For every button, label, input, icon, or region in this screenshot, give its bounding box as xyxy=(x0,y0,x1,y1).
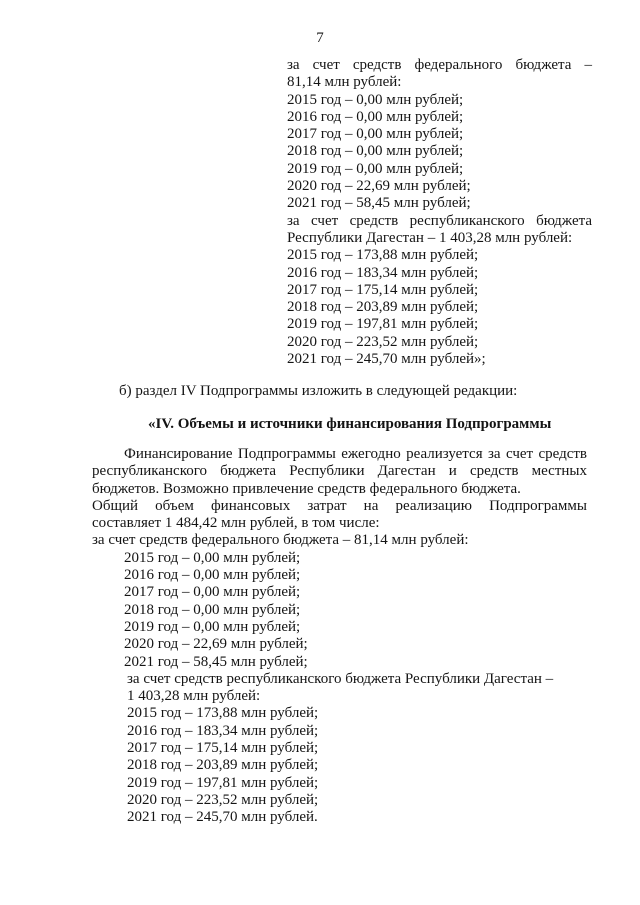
text-line: за счет средств федерального бюджета – xyxy=(287,57,592,73)
text-line: 2019 год – 197,81 млн рублей; xyxy=(287,316,479,333)
funding-summary-block xyxy=(287,57,592,368)
paragraph-line: Финансирование Подпрограммы ежегодно реализуется за счет средств xyxy=(124,446,587,462)
list-item: 2017 год – 175,14 млн рублей; xyxy=(127,740,319,757)
list-item: 2020 год – 22,69 млн рублей; xyxy=(124,636,308,653)
list-item: 2018 год – 203,89 млн рублей; xyxy=(127,757,319,774)
list-item: 2015 год – 173,88 млн рублей; xyxy=(127,705,319,722)
text-line: 81,14 млн рублей: xyxy=(287,74,402,91)
text-line: 2016 год – 0,00 млн рублей; xyxy=(287,108,464,125)
text-line: 2016 год – 183,34 млн рублей; xyxy=(287,264,479,281)
text-line: 2021 год – 245,70 млн рублей»; xyxy=(287,351,486,368)
paragraph-line: Общий объем финансовых затрат на реализацию Подпрограммы xyxy=(92,497,587,514)
paragraph-line: республиканского бюджета Республики Дагестан и средств местных xyxy=(92,463,587,480)
page-number: 7 xyxy=(316,30,324,46)
text-line: 2017 год – 0,00 млн рублей; xyxy=(287,126,464,143)
list-item: 2017 год – 0,00 млн рублей; xyxy=(124,584,301,601)
text-line: 2021 год – 58,45 млн рублей; xyxy=(287,195,471,212)
paragraph-line: составляет 1 484,42 млн рублей, в том числе: xyxy=(92,515,380,532)
text-line: 2015 год – 173,88 млн рублей; xyxy=(287,247,479,264)
text-line: 2018 год – 0,00 млн рублей; xyxy=(287,143,464,160)
text-line: 2015 год – 0,00 млн рублей; xyxy=(287,91,464,108)
list-item: 2020 год – 223,52 млн рублей; xyxy=(127,791,319,808)
text-line: 2018 год – 203,89 млн рублей; xyxy=(287,299,479,316)
list-item: 2019 год – 0,00 млн рублей; xyxy=(124,618,301,635)
text-line: 2017 год – 175,14 млн рублей; xyxy=(287,281,479,298)
paragraph-line: 1 403,28 млн рублей: xyxy=(127,688,261,705)
text-line: Республики Дагестан – 1 403,28 млн рублей: xyxy=(287,229,573,246)
list-item: 2018 год – 0,00 млн рублей; xyxy=(124,601,301,618)
list-item: 2016 год – 183,34 млн рублей; xyxy=(127,722,319,739)
list-item: 2016 год – 0,00 млн рублей; xyxy=(124,567,301,584)
list-item: 2015 год – 0,00 млн рублей; xyxy=(124,549,301,566)
text-line: 2019 год – 0,00 млн рублей; xyxy=(287,160,464,177)
paragraph-line: за счет средств федерального бюджета – 81,14 млн рублей: xyxy=(92,532,469,549)
section-body xyxy=(92,446,587,827)
paragraph-line: за счет средств республиканского бюджета Республики Дагестан – xyxy=(127,670,554,687)
list-item: 2019 год – 197,81 млн рублей; xyxy=(127,774,319,791)
text-line: 2020 год – 223,52 млн рублей; xyxy=(287,333,479,350)
list-item: 2021 год – 245,70 млн рублей. xyxy=(127,809,318,826)
text-line: 2020 год – 22,69 млн рублей; xyxy=(287,178,471,195)
text-line: за счет средств республиканского бюджета xyxy=(287,212,592,229)
list-item: 2021 год – 58,45 млн рублей; xyxy=(124,653,308,670)
paragraph-line: бюджетов. Возможно привлечение средств федерального бюджета. xyxy=(92,480,521,497)
section-heading: «IV. Объемы и источники финансирования Подпрограммы xyxy=(148,416,552,432)
amendment-instruction: б) раздел IV Подпрограммы изложить в следующей редакции: xyxy=(119,383,518,399)
